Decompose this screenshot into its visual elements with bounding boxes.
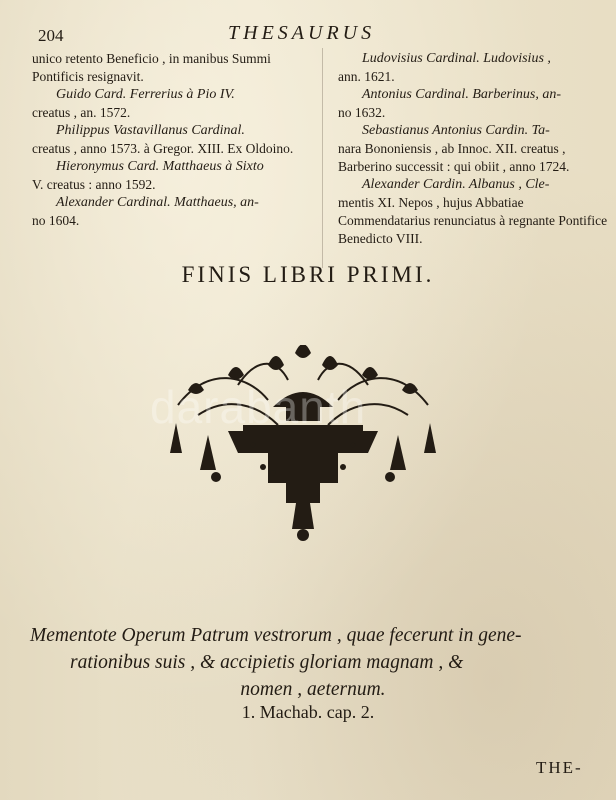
watermark: darabanth: [150, 381, 367, 433]
left-column: [32, 50, 304, 230]
entry-detail: creatus , anno 1573. à Gregor. XIII. Ex Oldoino.: [32, 141, 294, 156]
list-item: [32, 86, 304, 122]
list-item: [338, 122, 608, 176]
list-item: [32, 122, 304, 158]
entry-name: Hieronymus Card. Matthaeus à Sixto: [56, 159, 264, 174]
entry-name: Antonius Cardinal. Barberinus, an-: [362, 87, 561, 102]
quote-line: rationibus suis , & accipietis gloriam magnam , &: [70, 652, 464, 673]
list-item: [338, 86, 608, 122]
column-divider: [322, 48, 323, 268]
quote-line: nomen , aeternum.: [240, 679, 386, 700]
entry-detail: V. creatus : anno 1592.: [32, 177, 156, 192]
entry-name: Philippus Vastavillanus Cardinal.: [56, 123, 245, 138]
entry-detail: ann. 1621.: [338, 69, 395, 84]
epigraph-quote: [30, 622, 596, 703]
list-item: [338, 176, 608, 248]
entry-detail: no 1632.: [338, 105, 386, 120]
entry-detail: mentis XI. Nepos , hujus Abbatiae Commendatarius renunciatus à regnante Pontifice Benedicto VIII.: [338, 195, 608, 246]
running-title: THESAURUS: [228, 22, 376, 44]
page-header: [38, 22, 576, 48]
list-item: [338, 50, 608, 86]
list-item: [32, 194, 304, 230]
floral-ornament-icon: [168, 345, 438, 545]
entry-name: Alexander Cardinal. Matthaeus, an-: [56, 195, 259, 210]
entry-detail: unico retento Beneficio , in manibus Summi Pontificis resignavit.: [32, 51, 271, 84]
list-item: [32, 158, 304, 194]
entry-detail: creatus , an. 1572.: [32, 105, 131, 120]
entry-name: Guido Card. Ferrerius à Pio IV.: [56, 87, 235, 102]
quote-line: Mementote Operum Patrum vestrorum , quae fecerunt in gene-: [30, 625, 522, 646]
entry-name: Sebastianus Antonius Cardin. Ta-: [362, 123, 550, 138]
section-end-heading: FINIS LIBRI PRIMI.: [181, 262, 435, 287]
catchword: THE-: [536, 758, 583, 777]
entry-name: Alexander Cardin. Albanus , Cle-: [362, 177, 550, 192]
quote-citation: 1. Machab. cap. 2.: [241, 702, 375, 722]
right-column: [338, 50, 608, 248]
entry-name: Ludovisius Cardinal. Ludovisius ,: [362, 51, 551, 66]
entry-detail: nara Bononiensis , ab Innoc. XII. creatus , Barberino successit : qui obiit , anno 1724.: [338, 141, 570, 174]
entry-detail: no 1604.: [32, 213, 80, 228]
list-item: [32, 50, 304, 86]
page-number: 204: [38, 26, 64, 45]
